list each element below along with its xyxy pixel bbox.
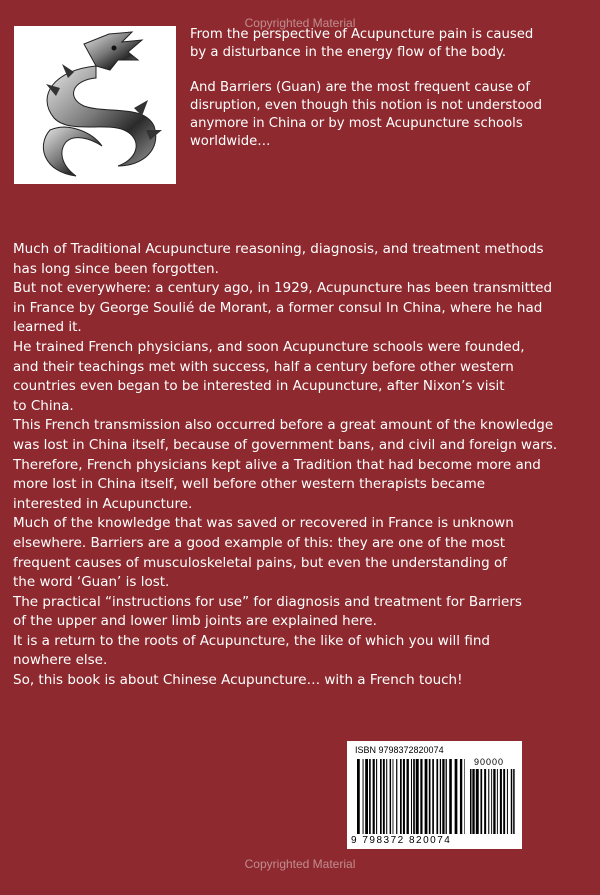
barcode-bar [390,759,391,834]
barcode-main-bars [357,759,465,834]
barcode-bar [497,769,498,834]
barcode-bar [383,759,385,834]
barcode-bar [491,769,492,834]
body-line: and their teachings met with success, half a century before other western [13,358,514,375]
barcode-bar [460,759,462,834]
barcode-addon-bars [470,769,516,834]
barcode-bar [436,759,438,834]
body-line: of the upper and lower limb joints are explained here. [13,613,377,630]
barcode-bar [420,759,422,834]
body-line: in France by George Soulié de Morant, a former consul In China, where he had [13,299,543,316]
intro-text [190,26,550,168]
body-line: elsewhere. Barriers are a good example of this: they are one of the most [13,534,506,551]
body-line: interested in Acupuncture. [13,495,193,512]
intro-paragraph-2: And Barriers (Guan) are the most frequent cause of disruption, even though this notion is not understood anymore in China or by most Acupuncture schools worldwide… [190,80,542,149]
watermark-bottom: Copyrighted Material [244,857,356,871]
intro-paragraph-1: From the perspective of Acupuncture pain is caused by a disturbance in the energy flow of the body. [190,27,534,60]
barcode-digits: 9 798372 820074 [351,835,452,846]
body-line: to China. [13,397,74,414]
barcode-bar [442,759,444,834]
barcode-bar [393,759,394,834]
body-line: So, this book is about Chinese Acupuncture… with a French touch! [13,672,463,689]
barcode-bar [380,759,382,834]
dragon-logo [14,26,176,184]
body-line: the word ‘Guan’ is lost. [13,574,170,591]
barcode-bar [472,769,474,834]
barcode-bar [429,759,431,834]
isbn-barcode [347,741,522,849]
barcode-bar [376,759,377,834]
barcode-bar [357,759,360,834]
barcode-bar [511,769,512,834]
body-line: Much of the knowledge that was saved or recovered in France is unknown [13,515,514,532]
barcode-bar [386,759,387,834]
body-line: countries even began to be interested in Acupuncture, after Nixon’s visit [13,378,505,395]
barcode-bar [440,759,441,834]
watermark-top: Copyrighted Material [244,16,356,30]
barcode-bar [476,769,479,834]
barcode-bar [400,759,402,834]
barcode-bar [363,759,364,834]
barcode-bar [432,759,434,834]
barcode-bar [480,769,482,834]
body-line: He trained French physicians, and soon Acupuncture schools were founded, [13,338,525,355]
barcode-bar [493,769,495,834]
barcode-bar [446,759,447,834]
barcode-bar [403,759,405,834]
body-line: was lost in China itself, because of government bans, and civil and foreign wars. [13,436,558,453]
body-line: frequent causes of musculoskeletal pains, but even the understanding of [13,554,507,571]
barcode-bar [413,759,415,834]
body-line: The practical “instructions for use” for diagnosis and treatment for Barriers [13,593,522,610]
barcode-bar [373,759,375,834]
body-line: nowhere else. [13,652,108,669]
barcode-bar [488,769,489,834]
barcode-bar [464,759,465,834]
isbn-label: ISBN 9798372820074 [355,745,444,755]
barcode-bar [500,769,502,834]
barcode-bar [484,769,486,834]
body-line: Therefore, French physicians kept alive a Tradition that had become more and [13,456,541,473]
barcode-bar [411,759,412,834]
barcode-bar [407,759,409,834]
body-line: has long since been forgotten. [13,260,219,277]
barcode-bar [470,769,472,834]
barcode-bar [503,769,505,834]
barcode-bar [369,759,371,834]
body-line: Much of Traditional Acupuncture reasoning, diagnosis, and treatment methods [13,241,544,257]
body-line: more lost in China itself, well before other western therapists became [13,476,486,493]
barcode-bar [449,759,452,834]
body-line: This French transmission also occurred before a great amount of the knowledge [13,417,554,434]
barcode-bar [513,769,514,834]
barcode-bar [416,759,419,834]
barcode-bar [455,759,458,834]
back-cover-description [13,240,593,691]
barcode-bar [396,759,397,834]
body-line: learned it. [13,319,82,336]
dragon-icon [14,26,176,184]
barcode-addon-number: 90000 [474,757,505,767]
body-line: It is a return to the roots of Acupuncture, the like of which you will find [13,632,490,649]
barcode-bar [365,759,368,834]
body-line: But not everywhere: a century ago, in 1929, Acupuncture has been transmitted [13,280,553,297]
barcode-bar [425,759,428,834]
barcode-bar [507,769,508,834]
